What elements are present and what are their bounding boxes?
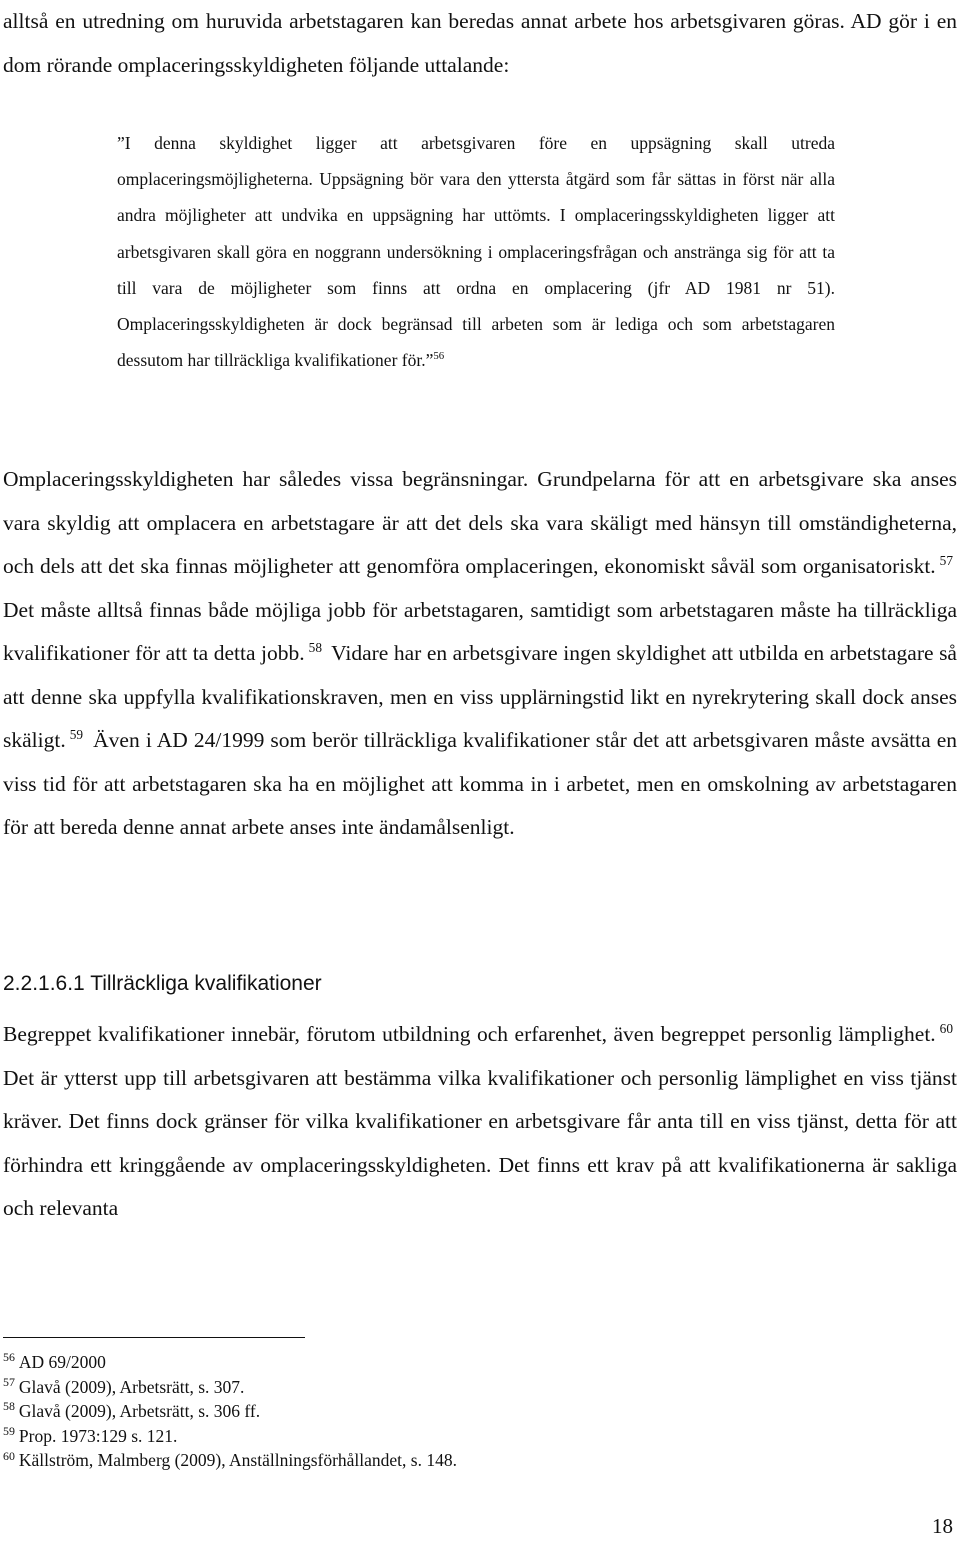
footnote-number: 56: [3, 1350, 15, 1365]
footnote-text: Källström, Malmberg (2009), Anställningsförhållandet, s. 148.: [18, 1450, 457, 1471]
footnote-ref-57[interactable]: 57: [939, 552, 953, 568]
footnote-item: [3, 1448, 457, 1473]
footnote-item: [3, 1424, 457, 1449]
footnote-text: Glavå (2009), Arbetsrätt, s. 306 ff.: [18, 1401, 261, 1422]
footnote-number: 57: [3, 1374, 15, 1389]
intro-text: alltså en utredning om huruvida arbetstagaren kan beredas annat arbete hos arbetsgivaren göras. AD gör i en dom rörande omplaceringsskyldigheten följande uttalande:: [3, 9, 957, 77]
paragraph-2-part-b: Det måste alltså finnas både möjliga jobb för arbetstagaren, samtidigt som arbetstagaren måste ha tillräckliga kvalifikationer för att ta detta jobb.: [3, 597, 957, 665]
page-number: 18: [932, 1514, 953, 1538]
footnote-separator: [3, 1337, 305, 1338]
footnote-item: [3, 1399, 457, 1424]
footnote-ref-56[interactable]: 56: [433, 350, 445, 363]
paragraph-2-part-d: Även i AD 24/1999 som berör tillräckliga kvalifikationer står det att arbetsgivaren måste avsätta en viss tid för att arbetstagaren ska ha en möjlighet att komma in i arbetet, men en omskolning av arbetstagaren för att bereda denne annat arbete anses inte ändamålsenligt.: [3, 728, 958, 839]
footnote-ref-59[interactable]: 59: [69, 726, 84, 742]
intro-paragraph: [3, 0, 957, 87]
quote-text: ”I denna skyldighet ligger att arbetsgivaren före en uppsägning skall utreda omplaceringsmöjligheterna. Uppsägning bör vara den yttersta åtgärd som får sättas in först när alla andra möjligheter att undvika en uppsägning har uttömts. I omplaceringsskyldigheten ligger att arbetsgivaren skall göra en noggrann undersökning i omplaceringsfrågan och anstränga sig för att ta till vara de möjligheter som finns att ordna en omplacering (jfr AD 1981 nr 51). Omplaceringsskyldigheten är dock begränsad till arbeten som är lediga och som arbetstagaren dessutom har tillräckliga kvalifikationer för.”: [117, 133, 835, 371]
body-paragraph-2: [3, 458, 957, 850]
block-quote: [117, 125, 835, 378]
footnote-text: Glavå (2009), Arbetsrätt, s. 307.: [18, 1376, 245, 1397]
footnote-list: [3, 1350, 457, 1473]
paragraph-3-part-a: Begreppet kvalifikationer innebär, förutom utbildning och erfarenhet, även begreppet personlig lämplighet.: [3, 1022, 936, 1046]
paragraph-2-part-c: Vidare har en arbetsgivare ingen skyldighet att utbilda en arbetstagare så att denne ska uppfylla kvalifikationskraven, men en viss upplärningstid likt en nyrekrytering skall dock anses skäligt.: [3, 641, 957, 752]
paragraph-2-part-a: Omplaceringsskyldigheten har således vissa begränsningar. Grundpelarna för att en arbetsgivare ska anses vara skyldig att omplacera en arbetstagare är att det dels ska vara skäligt med hänsyn till omständigheterna, och dels att det ska finnas möjligheter att genomföra omplaceringen, ekonomiskt såväl som organisatoriskt.: [3, 467, 957, 578]
footnote-ref-58[interactable]: 58: [308, 639, 322, 655]
footnote-number: 58: [3, 1399, 15, 1414]
section-heading: 2.2.1.6.1 Tillräckliga kvalifikationer: [3, 972, 322, 995]
paragraph-3-part-b: Det är ytterst upp till arbetsgivaren att bestämma vilka kvalifikationer och personlig lämplighet en viss tjänst kräver. Det finns dock gränser för vilka kvalifikationer en arbetsgivare får anta till en viss tjänst, detta för att förhindra ett kringgående av omplaceringsskyldigheten. Det finns ett krav på att kvalifikationerna är sakliga och relevanta: [3, 1065, 957, 1220]
footnote-number: 60: [3, 1448, 15, 1463]
footnote-number: 59: [3, 1423, 15, 1438]
footnote-item: [3, 1375, 457, 1400]
footnote-item: [3, 1350, 457, 1375]
body-paragraph-3: [3, 1013, 957, 1231]
footnote-text: Prop. 1973:129 s. 121.: [18, 1425, 178, 1446]
footnote-ref-60[interactable]: 60: [939, 1020, 953, 1036]
footnote-text: AD 69/2000: [18, 1352, 106, 1372]
